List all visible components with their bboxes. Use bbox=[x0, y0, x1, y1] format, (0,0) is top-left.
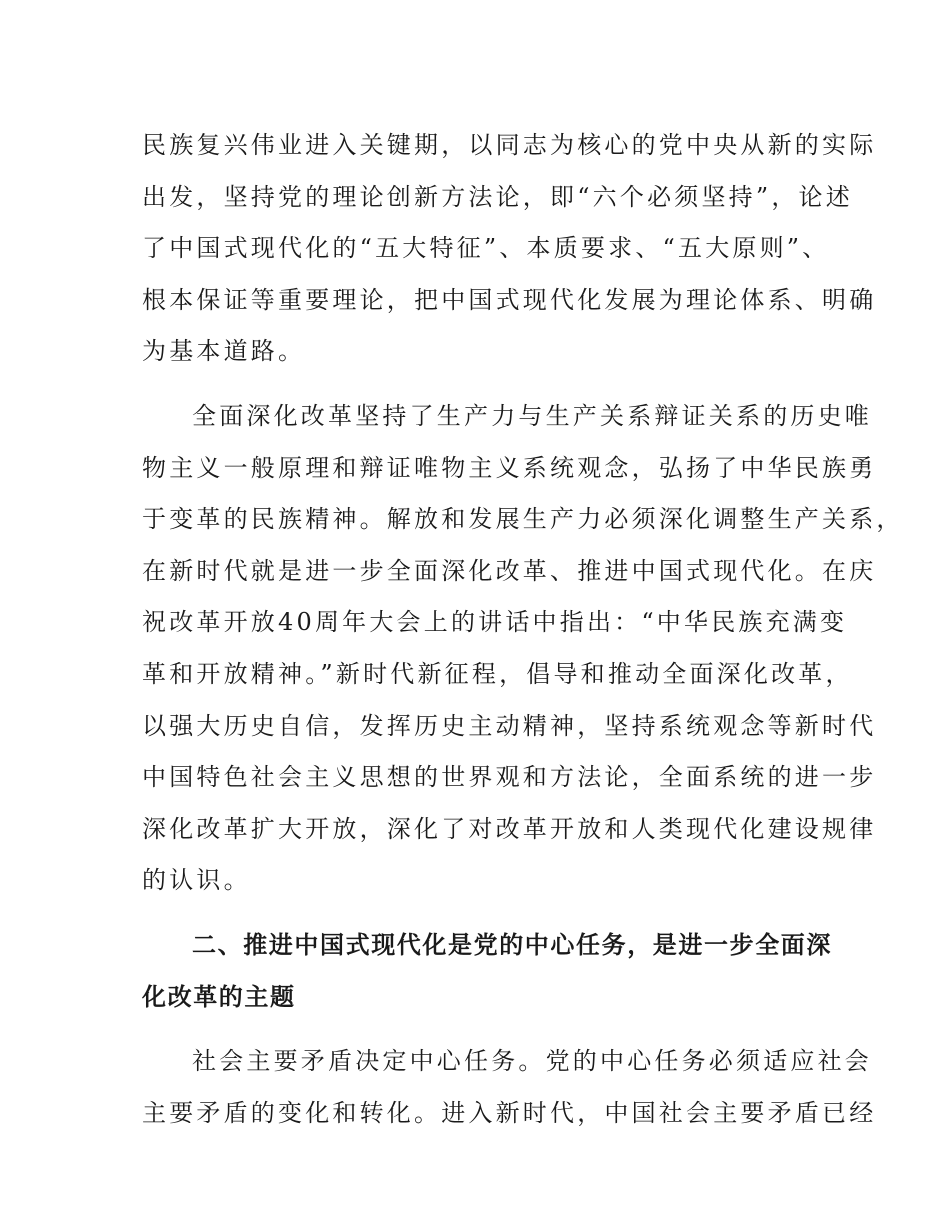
paragraph-line: 物主义一般原理和辩证唯物主义系统观念，弘扬了中华民族勇 bbox=[142, 453, 877, 482]
heading-line: 二、推进中国式现代化是党的中心任务，是进一步全面深 bbox=[192, 930, 832, 959]
paragraph-gap bbox=[142, 378, 822, 391]
paragraph-line: 了中国式现代化的“五大特征”、本质要求、“五大原则”、 bbox=[142, 234, 830, 263]
paragraph-line: 根本保证等重要理论，把中国式现代化发展为理论体系、明确 bbox=[142, 285, 877, 314]
paragraph-line: 在新时代就是进一步全面深化改革、推进中国式现代化。在庆 bbox=[142, 556, 877, 585]
paragraph-line: 主要矛盾的变化和转化。进入新时代，中国社会主要矛盾已经 bbox=[142, 1098, 877, 1127]
paragraph-line: 民族复兴伟业进入关键期，以同志为核心的党中央从新的实际 bbox=[142, 131, 877, 159]
paragraph-line: 的认识。 bbox=[142, 866, 251, 895]
document-page bbox=[142, 120, 904, 1139]
heading-line: 化改革的主题 bbox=[142, 982, 296, 1011]
paragraph-line: 为基本道路。 bbox=[142, 337, 306, 366]
paragraph-line: 出发，坚持党的理论创新方法论，即“六个必须坚持”，论述 bbox=[142, 182, 853, 211]
paragraph-gap bbox=[142, 1023, 822, 1036]
paragraph-line: 社会主要矛盾决定中心任务。党的中心任务必须适应社会 bbox=[192, 1047, 872, 1076]
paragraph-line: 于变革的民族精神。解放和发展生产力必须深化调整生产关系， bbox=[142, 505, 904, 534]
paragraph-3 bbox=[142, 1036, 877, 1139]
section-heading-2 bbox=[142, 920, 832, 1023]
paragraph-line: 深化改革扩大开放，深化了对改革开放和人类现代化建设规律 bbox=[142, 814, 877, 843]
paragraph-2 bbox=[142, 391, 904, 907]
paragraph-line: 全面深化改革坚持了生产力与生产关系辩证关系的历史唯 bbox=[192, 401, 872, 430]
paragraph-1 bbox=[142, 120, 877, 378]
paragraph-line: 革和开放精神。”新时代新征程，倡导和推动全面深化改革， bbox=[142, 659, 853, 688]
paragraph-line: 祝改革开放40周年大会上的讲话中指出：“中华民族充满变 bbox=[142, 608, 848, 637]
paragraph-line: 以强大历史自信，发挥历史主动精神，坚持系统观念等新时代 bbox=[142, 711, 877, 740]
paragraph-line: 中国特色社会主义思想的世界观和方法论，全面系统的进一步 bbox=[142, 763, 877, 792]
paragraph-gap bbox=[142, 907, 822, 920]
